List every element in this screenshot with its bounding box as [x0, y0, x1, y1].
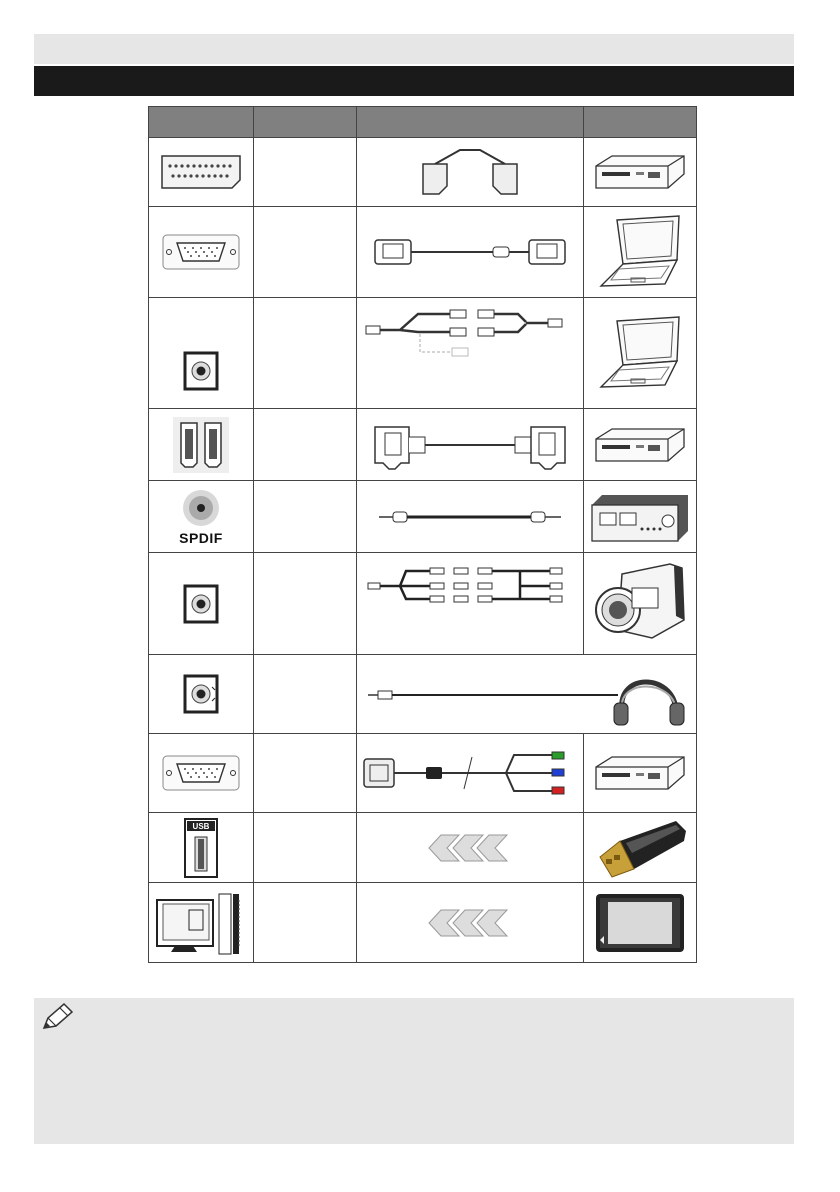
- connector-type-label: [254, 207, 357, 298]
- column-header-type: [254, 107, 357, 138]
- connections-table: [148, 106, 696, 963]
- hdmi-connector-icon: [149, 409, 254, 481]
- insert-arrows-icon: [357, 813, 584, 883]
- av-cable-icon: [357, 553, 584, 655]
- usb-label: USB: [192, 821, 210, 831]
- headphone-cable-icon: [357, 655, 697, 734]
- usb-connector: [149, 813, 254, 883]
- pencil-icon: [40, 1002, 74, 1032]
- column-header-cables: [357, 107, 584, 138]
- spdif-label: SPDIF: [179, 529, 223, 546]
- connector-type-label: [254, 138, 357, 207]
- hdmi-cable-icon: [357, 409, 584, 481]
- ypbpr-vga-connector-icon: [149, 734, 254, 813]
- table-row: [149, 883, 697, 963]
- table-row: [149, 409, 697, 481]
- column-header-device: [584, 107, 697, 138]
- table-row: [149, 207, 697, 298]
- audio-jack-connector-icon: [149, 298, 254, 409]
- audio-amplifier-icon: [584, 481, 697, 553]
- ci-slot-connector-icon: [149, 883, 254, 963]
- spdif-socket-icon: [181, 488, 221, 528]
- spdif-connector: [149, 481, 254, 553]
- table-row: [149, 553, 697, 655]
- pc-audio-cable-icon: [357, 298, 584, 409]
- table-row: [149, 734, 697, 813]
- usb-stick-icon: [584, 813, 697, 883]
- dvd-recorder-icon: [584, 409, 697, 481]
- scart-connector-icon: [149, 138, 254, 207]
- section-title-bar: [34, 66, 794, 96]
- table-row: [149, 655, 697, 734]
- table-row: [149, 298, 697, 409]
- table-header-row: [149, 107, 697, 138]
- connector-type-label: [254, 813, 357, 883]
- connector-type-label: [254, 734, 357, 813]
- av-jack-connector-icon: [149, 553, 254, 655]
- connector-type-label: [254, 298, 357, 409]
- connector-type-label: [254, 655, 357, 734]
- connector-type-label: [254, 883, 357, 963]
- table-row: [149, 813, 697, 883]
- dvd-recorder-icon: [584, 138, 697, 207]
- note-box: [34, 998, 794, 1144]
- connector-type-label: [254, 409, 357, 481]
- camcorder-icon: [584, 553, 697, 655]
- laptop-icon: [584, 298, 697, 409]
- table-row: [149, 138, 697, 207]
- connector-type-label: [254, 553, 357, 655]
- connector-type-label: [254, 481, 357, 553]
- vga-connector-icon: [149, 207, 254, 298]
- header-band: [34, 34, 794, 64]
- laptop-icon: [584, 207, 697, 298]
- vga-cable-icon: [357, 207, 584, 298]
- column-header-connector: [149, 107, 254, 138]
- table-row: [149, 481, 697, 553]
- cam-module-icon: [584, 883, 697, 963]
- coaxial-cable-icon: [357, 481, 584, 553]
- scart-cable-icon: [357, 138, 584, 207]
- dvd-recorder-icon: [584, 734, 697, 813]
- headphone-jack-connector-icon: [149, 655, 254, 734]
- component-cable-icon: [357, 734, 584, 813]
- insert-arrows-icon: [357, 883, 584, 963]
